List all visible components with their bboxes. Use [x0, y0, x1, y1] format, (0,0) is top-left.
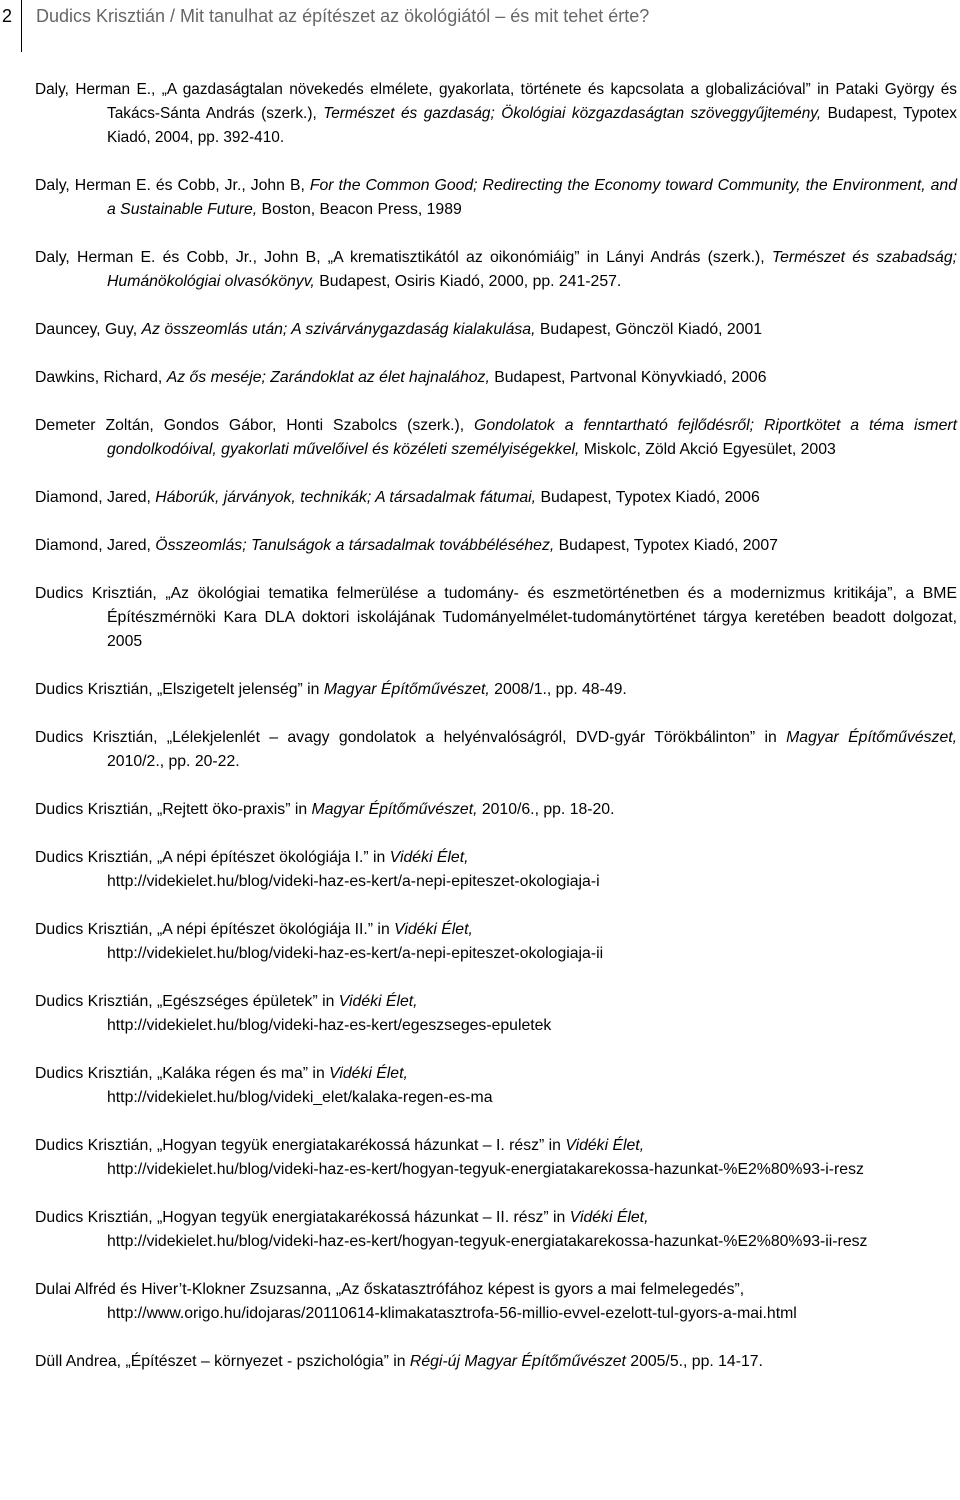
entry-title: Természet és szabadság; Humánökológiai olvasókönyv, — [107, 249, 957, 290]
entry-text: Dudics Krisztián, „A népi építészet ökológiája I.” in — [35, 849, 390, 866]
entry-publication: Budapest, Typotex Kiadó, 2004, pp. 392-410. — [107, 105, 958, 146]
bibliography-entry — [35, 366, 957, 390]
bibliography-entry — [35, 726, 957, 774]
bibliography-entry — [35, 990, 957, 1038]
bibliography-entry — [35, 678, 957, 702]
entry-publication: 2008/1., pp. 48-49. — [489, 681, 627, 698]
entry-url: http://www.origo.hu/idojaras/20110614-klimakatasztrofa-56-millio-evvel-ezelott-tul-gyors-a-mai.html — [107, 1305, 797, 1322]
bibliography-entry — [35, 918, 957, 966]
entry-title: Vidéki Élet, — [329, 1065, 408, 1082]
bibliography-entry — [35, 1350, 957, 1374]
entry-publication: Boston, Beacon Press, 1989 — [257, 201, 462, 218]
bibliography-entry — [35, 174, 957, 222]
entry-title: For the Common Good; Redirecting the Economy toward Community, the Environment, and a Sustainable Future, — [107, 177, 958, 218]
entry-text: Dudics Krisztián, „Elszigetelt jelenség” in — [35, 681, 324, 698]
bibliography-entry — [35, 1278, 957, 1326]
bibliography-entry — [35, 486, 957, 510]
bibliography-list — [35, 78, 957, 1398]
entry-title: Vidéki Élet, — [565, 1137, 645, 1154]
bibliography-entry — [35, 798, 957, 822]
entry-title: Az ős meséje; Zarándoklat az élet hajnalához, — [166, 369, 490, 386]
entry-publication: Budapest, Gönczöl Kiadó, 2001 — [535, 321, 763, 338]
entry-title: Háborúk, járványok, technikák; A társadalmak fátumai, — [155, 489, 537, 506]
entry-title: Gondolatok a fenntartható fejlődésről; Riportkötet a téma ismert gondolkodóival, gyakorlati művelőivel és közéleti személyiségekkel, — [107, 417, 957, 458]
entry-text: Düll Andrea, „Építészet – környezet - pszichológia” in — [35, 1353, 410, 1370]
entry-text: Dudics Krisztián, „Lélekjelenlét – avagy gondolatok a helyénvalóságról, DVD-gyár Törökbálinton” in — [35, 729, 787, 746]
entry-publication: Miskolc, Zöld Akció Egyesület, 2003 — [579, 441, 836, 458]
entry-text: Dudics Krisztián, „Egészséges épületek” in — [35, 993, 339, 1010]
entry-text: Dudics Krisztián, „Kaláka régen és ma” in — [35, 1065, 330, 1082]
entry-text: Dudics Krisztián, „A népi építészet ökológiája II.” in — [35, 921, 395, 938]
entry-url: http://videkielet.hu/blog/videki-haz-es-kert/a-nepi-epiteszet-okologiaja-ii — [107, 945, 604, 962]
bibliography-entry — [35, 78, 957, 150]
bibliography-entry — [35, 846, 957, 894]
entry-text: Daly, Herman E., „A gazdaságtalan növekedés elmélete, gyakorlata, története és kapcsolata a globalizációval” in Pataki György és Takács-Sánta András (szerk.), — [35, 81, 957, 122]
entry-text: Dudics Krisztián, „Hogyan tegyük energiatakarékossá házunkat – I. rész” in — [35, 1137, 566, 1154]
entry-publication: Budapest, Partvonal Könyvkiadó, 2006 — [489, 369, 767, 386]
entry-text: Dudics Krisztián, „Az ökológiai tematika felmerülése a tudomány- és eszmetörténetben és a modernizmus kritikája”, a BME Építészmérnöki Kara DLA doktori iskolájának Tudományelmélet-tudománytörténet tárgya keretében beadott dolgozat, 2005 — [35, 585, 957, 650]
entry-publication: 2010/2., pp. 20-22. — [107, 753, 240, 770]
bibliography-entry — [35, 318, 957, 342]
bibliography-entry — [35, 414, 957, 462]
page-number: 2 — [2, 6, 13, 26]
entry-text: Dauncey, Guy, — [35, 321, 142, 338]
bibliography-entry — [35, 1134, 957, 1182]
entry-publication: Budapest, Typotex Kiadó, 2007 — [554, 537, 778, 554]
entry-url: http://videkielet.hu/blog/videki-haz-es-kert/hogyan-tegyuk-energiatakarekossa-hazunkat-%E2%80%93-ii-resz — [107, 1233, 868, 1250]
entry-text: Dudics Krisztián, „Hogyan tegyük energiatakarékossá házunkat – II. rész” in — [35, 1209, 570, 1226]
entry-text: Diamond, Jared, — [35, 537, 156, 554]
entry-text: Daly, Herman E. és Cobb, Jr., John B, — [35, 177, 310, 194]
entry-title: Magyar Építőművészet, — [786, 729, 958, 746]
entry-url: http://videkielet.hu/blog/videki-haz-es-kert/a-nepi-epiteszet-okologiaja-i — [107, 873, 600, 890]
running-title: Dudics Krisztián / Mit tanulhat az építészet az ökológiától – és mit tehet érte? — [36, 6, 650, 26]
bibliography-entry — [35, 1062, 957, 1110]
entry-text: Dudics Krisztián, „Rejtett öko-praxis” in — [35, 801, 312, 818]
entry-title: Vidéki Élet, — [338, 993, 418, 1010]
bibliography-entry — [35, 1206, 957, 1254]
entry-text: Demeter Zoltán, Gondos Gábor, Honti Szabolcs (szerk.), — [35, 417, 475, 434]
bibliography-entry — [35, 582, 957, 654]
entry-url: http://videkielet.hu/blog/videki-haz-es-kert/egeszseges-epuletek — [107, 1017, 552, 1034]
header-divider — [21, 0, 22, 52]
entry-publication: Budapest, Osiris Kiadó, 2000, pp. 241-257. — [314, 273, 622, 290]
entry-url: http://videkielet.hu/blog/videki_elet/kalaka-regen-es-ma — [107, 1089, 493, 1106]
entry-title: Régi-új Magyar Építőművészet — [409, 1353, 626, 1370]
entry-text: Daly, Herman E. és Cobb, Jr., John B, „A krematisztikától az oikonómiáig” in Lányi András (szerk.), — [35, 249, 772, 266]
entry-title: Vidéki Élet, — [569, 1209, 649, 1226]
entry-text: Dawkins, Richard, — [35, 369, 167, 386]
entry-publication: 2010/6., pp. 18-20. — [477, 801, 615, 818]
entry-publication: Budapest, Typotex Kiadó, 2006 — [536, 489, 760, 506]
page-header — [0, 0, 960, 56]
bibliography-entry — [35, 534, 957, 558]
entry-url: http://videkielet.hu/blog/videki-haz-es-kert/hogyan-tegyuk-energiatakarekossa-hazunkat-%E2%80%93-i-resz — [107, 1161, 864, 1178]
entry-title: Magyar Építőművészet, — [311, 801, 478, 818]
entry-title: Vidéki Élet, — [389, 849, 469, 866]
entry-text: Dulai Alfréd és Hiver’t-Klokner Zsuzsanna, „Az őskatasztrófához képest is gyors a mai felmelegedés”, — [35, 1281, 745, 1298]
entry-title: Összeomlás; Tanulságok a társadalmak továbbéléséhez, — [155, 537, 555, 554]
entry-title: Az összeomlás után; A szivárványgazdaság kialakulása, — [141, 321, 536, 338]
bibliography-entry — [35, 246, 957, 294]
entry-publication: 2005/5., pp. 14-17. — [625, 1353, 763, 1370]
entry-title: Magyar Építőművészet, — [323, 681, 490, 698]
entry-title: Vidéki Élet, — [394, 921, 473, 938]
entry-title: Természet és gazdaság; Ökológiai közgazdaságtan szöveggyűjtemény, — [323, 105, 822, 122]
entry-text: Diamond, Jared, — [35, 489, 156, 506]
